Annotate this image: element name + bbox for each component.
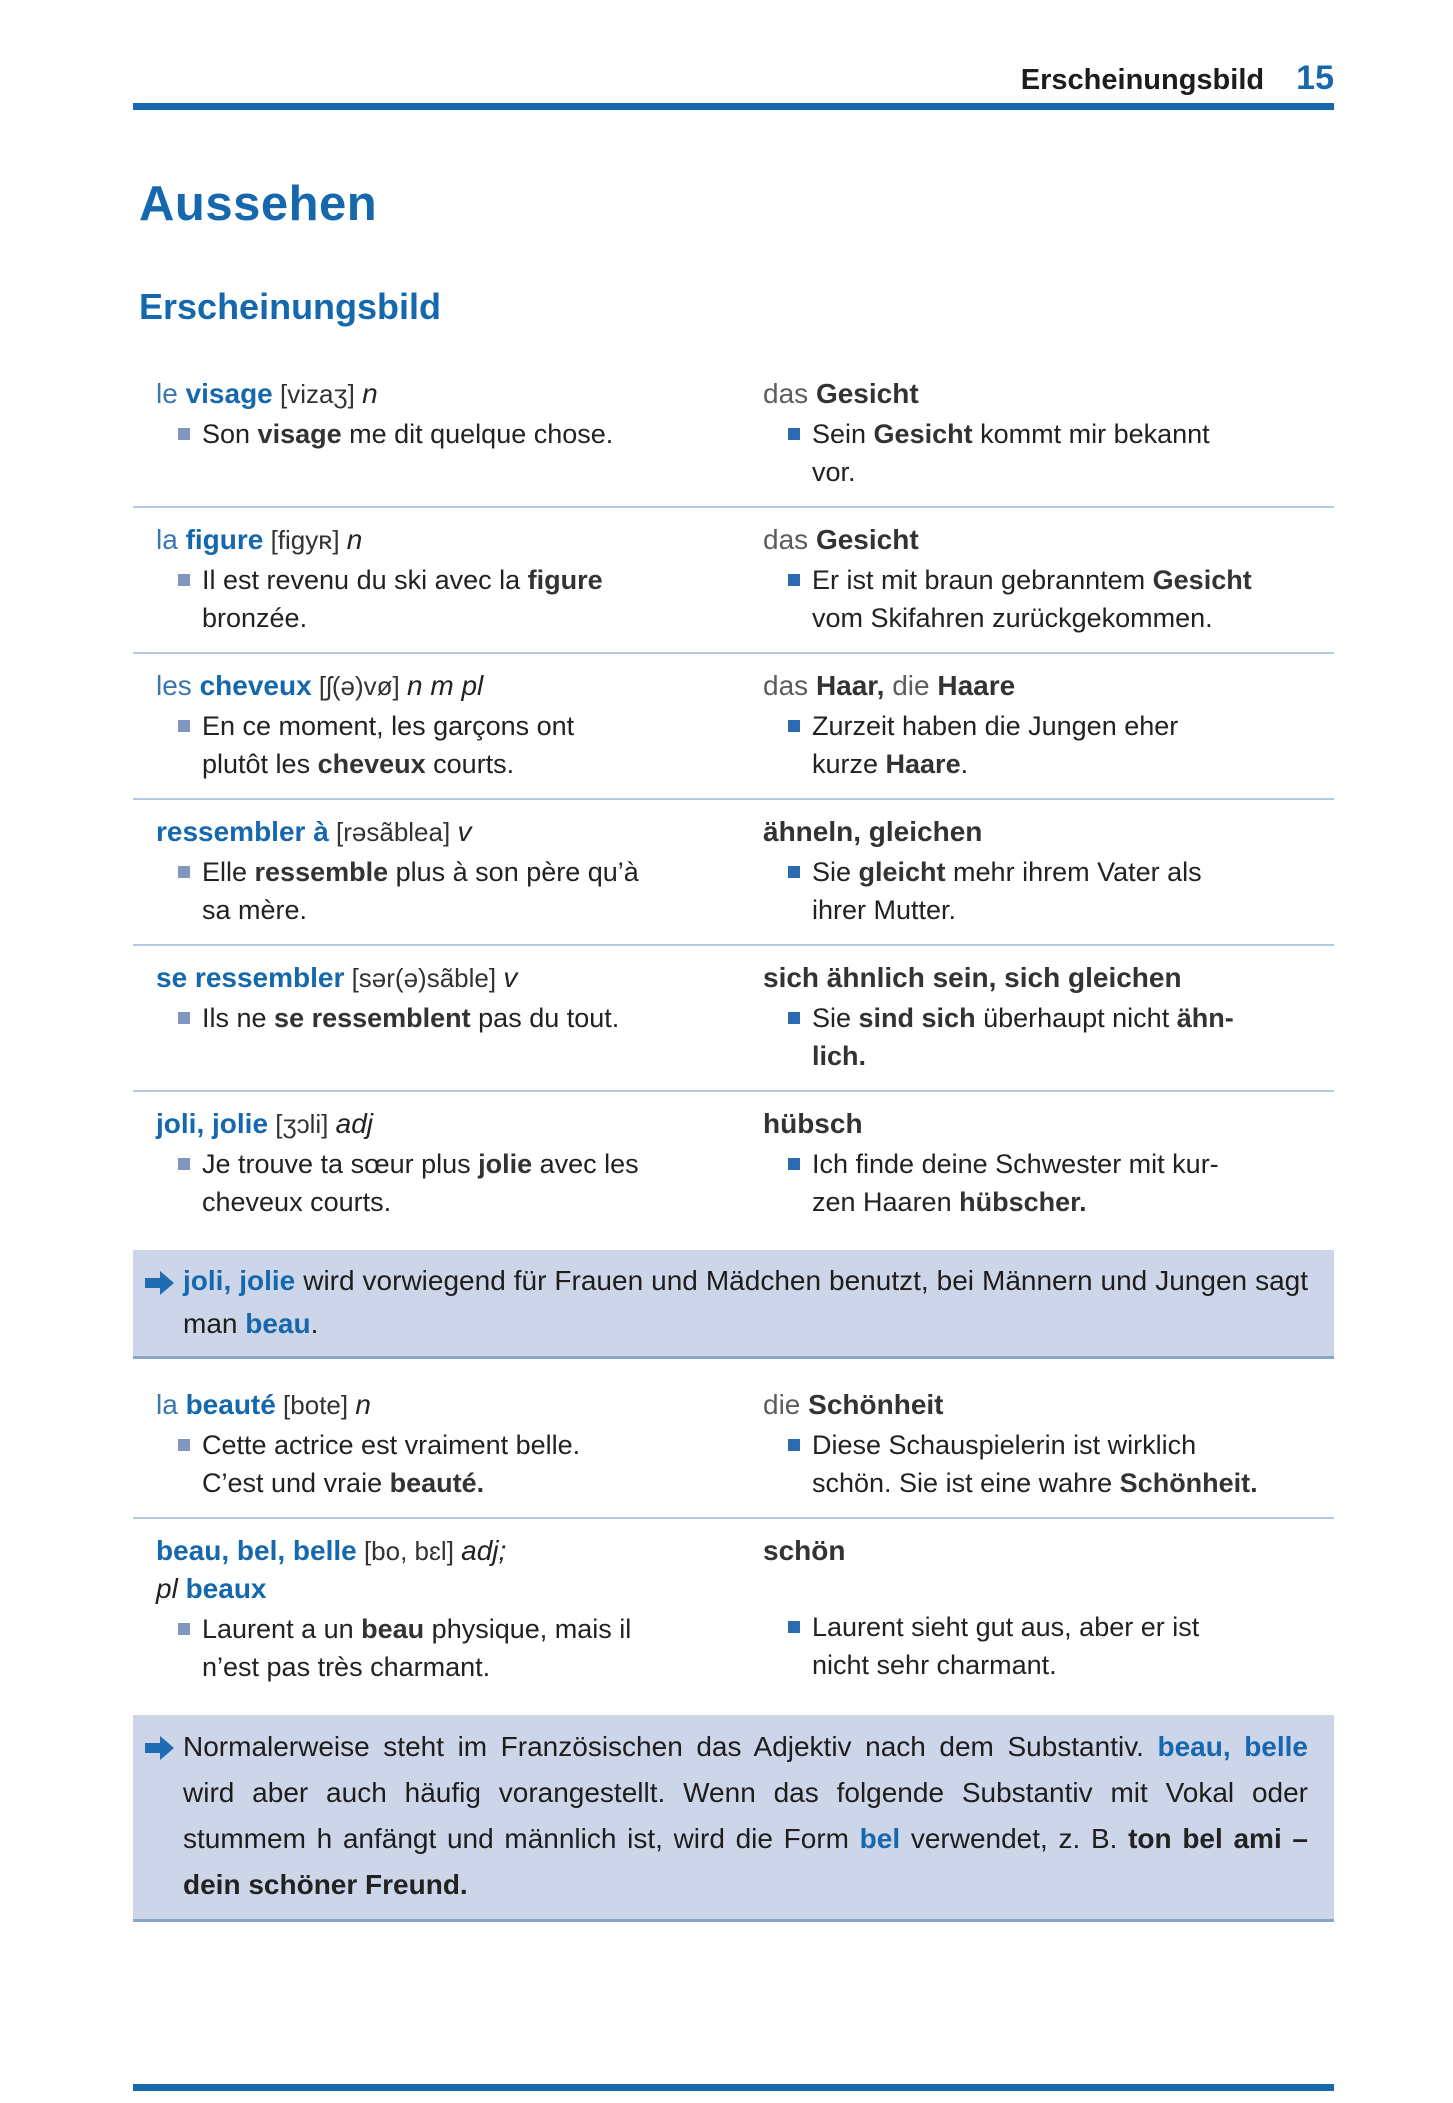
square-bullet-icon: [788, 720, 800, 732]
fr-example-text: Cette actrice est vraiment belle. C’est und vraie beauté.: [202, 1430, 581, 1498]
usage-note-text: Normalerweise steht im Französischen das Adjektiv nach dem Substantiv. beau, belle wird aber auch häufig vorangestellt. Wenn das folgende Substantiv mit Vokal oder stummem h anfängt und männlich ist, wird die Form bel verwendet, z. B. ton bel ami – dein schöner Freund.: [183, 1731, 1316, 1900]
de-headword-line: ähneln, gleichen: [763, 816, 983, 847]
german-column: [740, 813, 1334, 929]
de-example-text: Sein Gesicht kommt mir bekannt vor.: [812, 419, 1210, 487]
german-column: [740, 521, 1334, 637]
fr-example-text: Laurent a un beau physique, mais il n’est pas très charmant.: [202, 1614, 632, 1682]
square-bullet-icon: [178, 1439, 190, 1451]
fr-example-text: Il est revenu du ski avec la figure bronzée.: [202, 565, 603, 633]
square-bullet-icon: [788, 1439, 800, 1451]
square-bullet-icon: [178, 1623, 190, 1635]
square-bullet-icon: [178, 1012, 190, 1024]
fr-example-text: Je trouve ta sœur plus jolie avec les cheveux courts.: [202, 1149, 639, 1217]
fr-example: [178, 1610, 740, 1686]
de-example: [788, 1145, 1334, 1221]
fr-example: [178, 1145, 740, 1221]
dictionary-entry: [133, 362, 1334, 506]
right-arrow-icon: [145, 1270, 175, 1296]
german-column: [740, 1532, 1334, 1686]
french-column: [133, 813, 740, 929]
fr-headword-line: la figure [figyʀ] n: [156, 524, 363, 555]
fr-headword-line: les cheveux [ʃ(ə)vø] n m pl: [156, 670, 484, 701]
fr-example-text: En ce moment, les garçons ont plutôt les cheveux courts.: [202, 711, 575, 779]
french-column: [133, 1105, 740, 1221]
de-headword-line: das Haar, die Haare: [763, 670, 1016, 701]
dictionary-entry: [133, 944, 1334, 1090]
bottom-rule: [133, 2084, 1334, 2091]
square-bullet-icon: [178, 574, 190, 586]
de-example: [788, 1426, 1334, 1502]
fr-example-text: Elle ressemble plus à son père qu’à sa mère.: [202, 857, 639, 925]
de-example-text: Sie sind sich überhaupt nicht ähn- lich.: [812, 1003, 1234, 1071]
square-bullet-icon: [788, 1158, 800, 1170]
fr-example: [178, 999, 740, 1037]
de-example-text: Zurzeit haben die Jungen eher kurze Haare.: [812, 711, 1179, 779]
french-column: [133, 667, 740, 783]
square-bullet-icon: [178, 866, 190, 878]
de-example: [788, 561, 1334, 637]
usage-note-box: [133, 1250, 1334, 1359]
german-column: [740, 1386, 1334, 1502]
usage-note-box: [133, 1715, 1334, 1922]
square-bullet-icon: [788, 1621, 800, 1633]
de-example: [788, 999, 1334, 1075]
fr-example: [178, 707, 740, 783]
square-bullet-icon: [788, 428, 800, 440]
de-example: [788, 415, 1334, 491]
de-example-text: Ich finde deine Schwester mit kur- zen Haaren hübscher.: [812, 1149, 1219, 1217]
fr-headword-line: joli, jolie [ʒɔli] adj: [156, 1108, 374, 1139]
page-number: 15: [1296, 59, 1334, 97]
dictionary-entry: [133, 1373, 1334, 1517]
square-bullet-icon: [178, 720, 190, 732]
fr-example: [178, 561, 740, 637]
de-headword-line: schön: [763, 1535, 846, 1566]
fr-example-text: Ils ne se ressemblent pas du tout.: [202, 1003, 620, 1033]
de-example: [788, 1608, 1334, 1684]
square-bullet-icon: [178, 428, 190, 440]
german-column: [740, 375, 1334, 491]
square-bullet-icon: [788, 1012, 800, 1024]
dictionary-entry: [133, 798, 1334, 944]
french-column: [133, 375, 740, 491]
section-subtitle: Erscheinungsbild: [139, 286, 442, 327]
square-bullet-icon: [178, 1158, 190, 1170]
header-section-label: Erscheinungsbild: [1020, 64, 1265, 96]
square-bullet-icon: [788, 574, 800, 586]
de-example-text: Er ist mit braun gebranntem Gesicht vom Skifahren zurückgekommen.: [812, 565, 1252, 633]
german-column: [740, 959, 1334, 1075]
right-arrow-icon: [145, 1735, 175, 1761]
french-column: [133, 959, 740, 1075]
dictionary-entry: [133, 1517, 1334, 1701]
french-column: [133, 1386, 740, 1502]
fr-example: [178, 853, 740, 929]
de-headword-line: hübsch: [763, 1108, 863, 1139]
top-rule: [133, 103, 1334, 110]
german-column: [740, 667, 1334, 783]
french-column: [133, 521, 740, 637]
fr-headword-line: le visage [vizaʒ] n: [156, 378, 378, 409]
de-example-text: Laurent sieht gut aus, aber er ist nicht sehr charmant.: [812, 1612, 1200, 1680]
page-title: Aussehen: [139, 177, 378, 231]
de-example-text: Sie gleicht mehr ihrem Vater als ihrer Mutter.: [812, 857, 1202, 925]
de-headword-line: sich ähnlich sein, sich gleichen: [763, 962, 1182, 993]
fr-headword-line: ressembler à [rəsãblea] v: [156, 816, 472, 847]
fr-headword-line: la beauté [bote] n: [156, 1389, 371, 1420]
fr-headword-line: beau, bel, belle [bo, bɛl] adj; pl beaux: [156, 1535, 507, 1604]
french-column: [133, 1532, 740, 1686]
fr-example: [178, 1426, 740, 1502]
de-headword-line: die Schönheit: [763, 1389, 944, 1420]
de-headword-line: das Gesicht: [763, 378, 919, 409]
de-example-text: Diese Schauspielerin ist wirklich schön. Sie ist eine wahre Schönheit.: [812, 1430, 1258, 1498]
dictionary-entry: [133, 506, 1334, 652]
square-bullet-icon: [788, 866, 800, 878]
dictionary-entry: [133, 652, 1334, 798]
de-example: [788, 707, 1334, 783]
german-column: [740, 1105, 1334, 1221]
fr-example: [178, 415, 740, 453]
fr-headword-line: se ressembler [sər(ə)sãble] v: [156, 962, 518, 993]
usage-note-text: joli, jolie wird vorwiegend für Frauen und Mädchen benutzt, bei Männern und Jungen sagt man beau.: [183, 1265, 1316, 1339]
de-headword-line: das Gesicht: [763, 524, 919, 555]
fr-example-text: Son visage me dit quelque chose.: [202, 419, 614, 449]
dictionary-entry: [133, 1090, 1334, 1236]
entries-list: [133, 362, 1334, 1936]
de-example: [788, 853, 1334, 929]
running-header: [133, 58, 1334, 100]
